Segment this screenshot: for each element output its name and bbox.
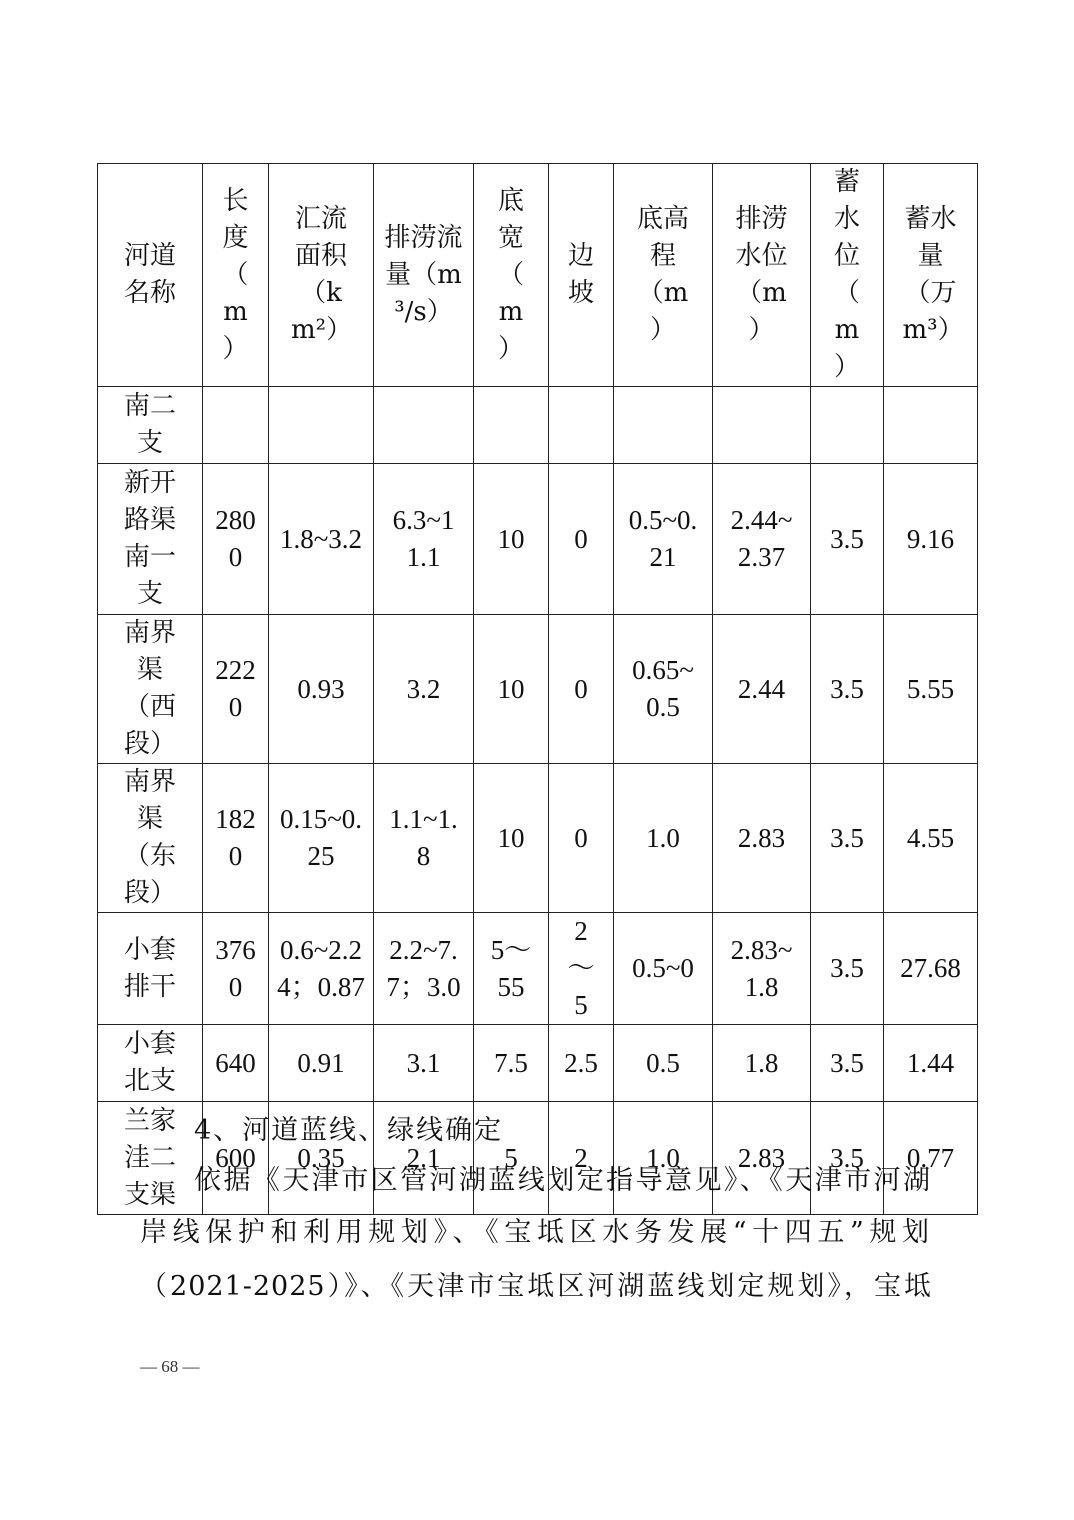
cell-length: [203, 764, 269, 913]
cell-bottom-elev: [614, 913, 713, 1025]
cell-value: 10: [497, 523, 525, 554]
cell-value: 0.35: [297, 1142, 345, 1173]
cell-value: 0: [574, 673, 588, 704]
cell-flow: [374, 764, 474, 913]
cell-store-volume: [884, 764, 978, 913]
cell-value: 7.5: [494, 1047, 528, 1078]
cell-store-level: [811, 1025, 884, 1102]
cell-value: 0.5~0.21: [628, 505, 698, 572]
cell-value: 2.1: [406, 1142, 441, 1173]
cell-value: 小套北支: [124, 1029, 177, 1096]
cell-bottom-width: [474, 464, 549, 615]
cell-value: 27.68: [900, 953, 961, 983]
cell-value: 1820: [215, 804, 256, 871]
cell-length: [203, 615, 269, 764]
page-number: — 68 —: [140, 1357, 200, 1376]
section-heading: 4、河道蓝线、绿线确定: [194, 1115, 504, 1146]
cell-value: 0: [574, 822, 588, 853]
cell-flow: [374, 387, 474, 464]
cell-value: 3.5: [830, 673, 864, 704]
cell-value: 0.93: [297, 673, 345, 704]
column-header-store-volume: [884, 164, 978, 387]
paragraph-line-1: 依据《天津市区管河湖蓝线划定指导意见》、《天津市河湖: [194, 1165, 932, 1196]
cell-bottom-elev: [614, 387, 713, 464]
cell-store-volume: [884, 913, 978, 1025]
table-row: [98, 764, 978, 913]
cell-store-volume: [884, 464, 978, 615]
cell-value: 2.83: [737, 1142, 786, 1173]
cell-value: 3.5: [830, 523, 864, 554]
cell-drain-level: [713, 764, 811, 913]
cell-value: 10: [497, 822, 525, 853]
column-header-label: 蓄水位（m）: [833, 167, 860, 382]
cell-bottom-elev: [614, 615, 713, 764]
cell-name: [98, 913, 203, 1025]
cell-value: 0.65~0.5: [632, 655, 694, 722]
cell-bottom-width: [474, 764, 549, 913]
cell-store-level: [811, 464, 884, 615]
column-header-length: [203, 164, 269, 387]
cell-value: 1.1~1.8: [389, 804, 458, 871]
cell-area: [269, 913, 374, 1025]
cell-name: [98, 764, 203, 913]
cell-drain-level: [713, 387, 811, 464]
cell-value: 4.55: [906, 822, 955, 853]
cell-value: 640: [215, 1047, 256, 1078]
cell-area: [269, 764, 374, 913]
cell-value: 2.83: [737, 822, 786, 853]
cell-value: 0.5: [646, 1047, 680, 1078]
cell-value: 1.44: [906, 1047, 955, 1078]
cell-flow: [374, 1025, 474, 1102]
column-header-name: [98, 164, 203, 387]
cell-store-level: [811, 615, 884, 764]
paragraph-line-3: （2021-2025）》、《天津市宝坻区河湖蓝线划定规划》，宝坻: [140, 1271, 932, 1302]
cell-value: 9.16: [906, 523, 955, 554]
cell-value: 2: [574, 1142, 588, 1173]
cell-value: 0.6~2.24；0.87: [277, 934, 365, 1002]
cell-value: 1.0: [646, 1142, 680, 1173]
cell-value: 3.5: [830, 1047, 864, 1078]
cell-length: [203, 1025, 269, 1102]
column-header-slope: [549, 164, 614, 387]
cell-value: 2800: [215, 505, 256, 572]
cell-slope: [549, 387, 614, 464]
column-header-label: 排涝流量（m³/s）: [384, 222, 463, 327]
column-header-flow: [374, 164, 474, 387]
column-header-label: 底宽（m）: [497, 185, 524, 364]
cell-value: 5: [504, 1142, 518, 1173]
cell-value: 3.5: [830, 822, 864, 853]
cell-value: 3.2: [406, 673, 441, 704]
cell-length: [203, 464, 269, 615]
cell-value: 5～55: [490, 934, 532, 1002]
cell-value: 2220: [215, 655, 256, 722]
cell-length: [203, 913, 269, 1025]
cell-name: [98, 615, 203, 764]
column-header-bottom-elev: [614, 164, 713, 387]
cell-store-volume: [884, 387, 978, 464]
cell-value: 3.1: [406, 1047, 441, 1078]
column-header-area: [269, 164, 374, 387]
cell-value: 小套排干: [124, 934, 177, 1002]
cell-store-level: [811, 387, 884, 464]
cell-bottom-width: [474, 1025, 549, 1102]
cell-area: [269, 387, 374, 464]
cell-value: 2.44~2.37: [730, 505, 793, 572]
cell-bottom-elev: [614, 764, 713, 913]
cell-name: [98, 387, 203, 464]
cell-slope: [549, 464, 614, 615]
cell-value: 2～5: [567, 916, 595, 1020]
cell-area: [269, 1025, 374, 1102]
column-header-drain-level: [713, 164, 811, 387]
cell-slope: [549, 764, 614, 913]
river-data-table: [97, 163, 978, 1215]
cell-length: [203, 387, 269, 464]
cell-bottom-elev: [614, 1025, 713, 1102]
cell-value: 2.83~1.8: [730, 934, 793, 1002]
cell-slope: [549, 1025, 614, 1102]
cell-value: 南界渠（西段）: [124, 618, 177, 759]
column-header-label: 排涝水位（m）: [735, 204, 788, 345]
cell-bottom-width: [474, 387, 549, 464]
table-row: [98, 464, 978, 615]
cell-value: 3.5: [830, 1142, 864, 1173]
cell-area: [269, 615, 374, 764]
column-header-label: 长度（m）: [222, 185, 249, 364]
cell-flow: [374, 913, 474, 1025]
table-row: [98, 1025, 978, 1102]
cell-value: 3760: [215, 934, 256, 1002]
column-header-label: 汇流面积（km²）: [291, 204, 353, 345]
cell-value: 0.91: [297, 1047, 345, 1078]
paragraph-line-2: 岸线保护和利用规划》、《宝坻区水务发展“十四五”规划: [140, 1217, 932, 1248]
cell-drain-level: [713, 615, 811, 764]
column-header-label: 底高程（m）: [636, 204, 689, 345]
cell-drain-level: [713, 1025, 811, 1102]
column-header-store-level: [811, 164, 884, 387]
cell-flow: [374, 615, 474, 764]
cell-slope: [549, 913, 614, 1025]
column-header-label: 蓄水量（万m³）: [902, 204, 964, 345]
cell-name: [98, 1025, 203, 1102]
cell-store-volume: [884, 615, 978, 764]
cell-value: 南二支: [124, 391, 177, 458]
cell-value: 2.44: [737, 673, 786, 704]
cell-value: 兰家洼二支渠: [124, 1105, 177, 1210]
cell-value: 3.5: [830, 953, 864, 983]
cell-bottom-elev: [614, 464, 713, 615]
column-header-label: 河道名称: [124, 241, 177, 308]
cell-value: 0: [574, 523, 588, 554]
cell-name: [98, 464, 203, 615]
cell-value: 2.2~7.7；3.0: [386, 934, 461, 1002]
cell-area: [269, 464, 374, 615]
cell-slope: [549, 615, 614, 764]
cell-value: 南界渠（东段）: [124, 767, 177, 908]
cell-value: 0.15~0.25: [279, 804, 363, 871]
cell-drain-level: [713, 913, 811, 1025]
cell-value: 1.8~3.2: [279, 523, 363, 554]
table-row: [98, 913, 978, 1025]
table-row: [98, 387, 978, 464]
cell-value: 1.8: [744, 1047, 779, 1078]
column-header-bottom-width: [474, 164, 549, 387]
cell-flow: [374, 464, 474, 615]
cell-drain-level: [713, 464, 811, 615]
cell-store-volume: [884, 1025, 978, 1102]
cell-value: 0.5~0: [632, 953, 694, 983]
cell-value: 新开路渠南一支: [124, 468, 177, 609]
cell-value: 1.0: [646, 822, 680, 853]
cell-store-level: [811, 764, 884, 913]
cell-value: 2.5: [564, 1047, 598, 1078]
cell-store-level: [811, 913, 884, 1025]
table-row: [98, 615, 978, 764]
column-header-label: 边坡: [567, 241, 594, 308]
cell-value: 600: [215, 1142, 256, 1173]
cell-bottom-width: [474, 913, 549, 1025]
cell-value: 10: [497, 673, 525, 704]
cell-value: 5.55: [906, 673, 955, 704]
cell-value: 6.3~11.1: [392, 505, 455, 572]
cell-bottom-width: [474, 615, 549, 764]
cell-value: 0.77: [906, 1142, 955, 1173]
